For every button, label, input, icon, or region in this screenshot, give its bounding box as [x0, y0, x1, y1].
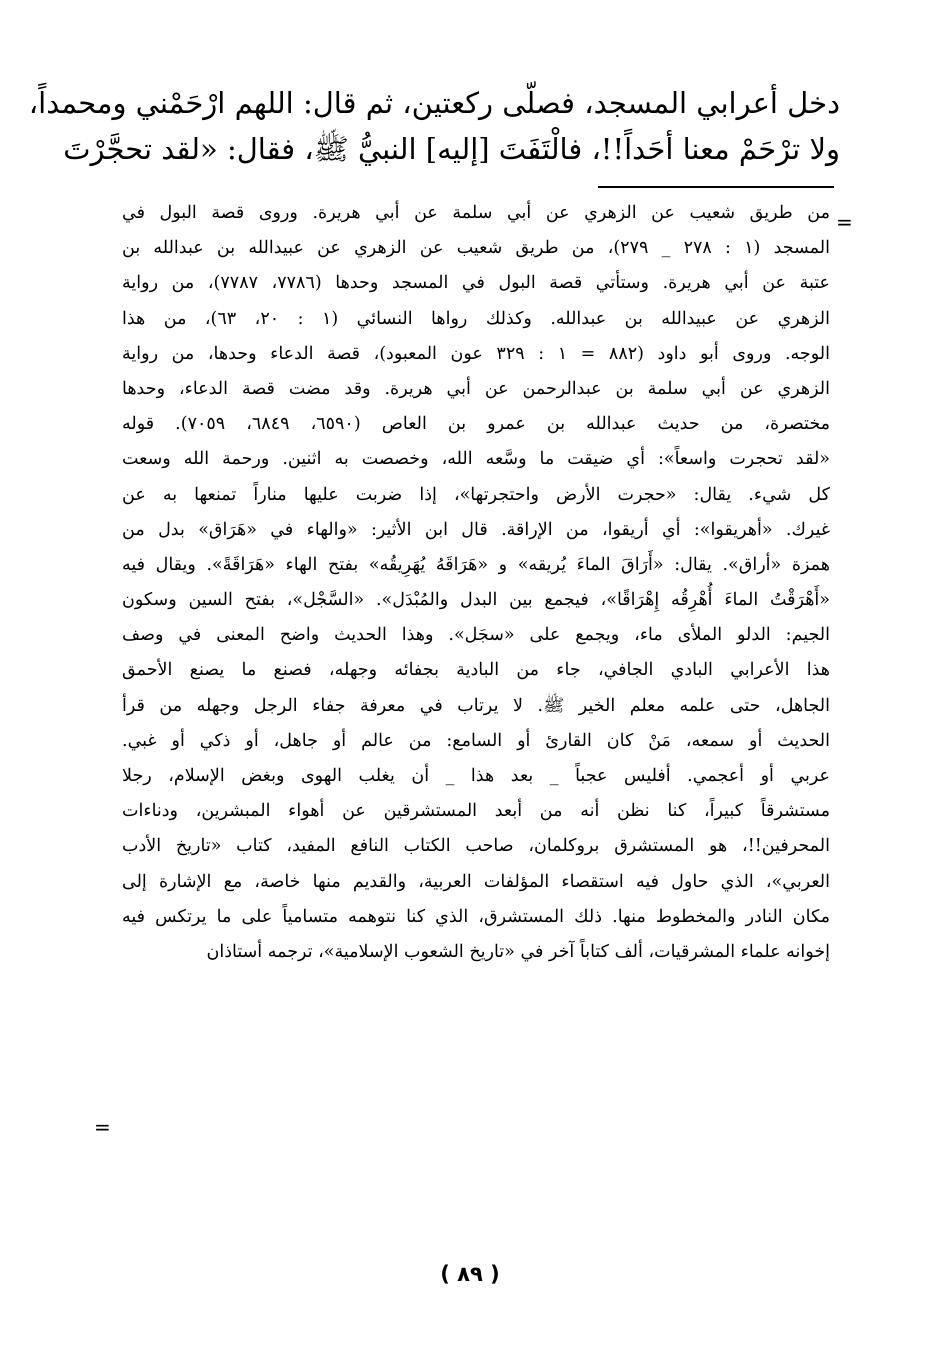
footnote-line: مستشرقاً كبيراً، كنا نظن أنه من أبعد المستشرقين عن أهواء المبشرين، ودناءات [122, 801, 830, 822]
footnote-line: مكان النادر والمخطوط منها. ذلك المستشرق، الذي كنا نتوهمه متسامياً على ما يرتكس فيه [122, 906, 830, 927]
footnote-divider [598, 186, 834, 188]
footnote-line: الزهري عن عبيدالله بن عبدالله. وكذلك رواها النسائي (١ : ٢٠، ٦٣)، من هذا [122, 308, 830, 329]
footnote-line: «أَهْرَقْتُ الماءَ أُهْرِقُه إِهْرَاقًا»، فيجمع بين البدل والمُبْدَل». «السَّجْل»، بفتح السين وسكون [122, 590, 830, 611]
footnote-line: الحديث أو سمعه، مَنْ كان القارئ أو السامع: من عالم أو جاهل، أو ذكي أو غبي. [122, 730, 830, 751]
footnote-line: هذا الأعرابي البادي الجافي، جاء من البادية بجفائه وجهله، فصنع ما يصنع الأحمق [122, 660, 830, 681]
footnote-line: الزهري عن أبي سلمة بن عبدالرحمن عن أبي هريرة. وقد مضت قصة الدعاء، وحدها [122, 378, 830, 399]
footnote-line: الجاهل، حتى علمه معلم الخير ﷺ. لا يرتاب في معرفة جفاء الرجل وجهله من قرأ [122, 695, 830, 716]
footnote-line: العربي»، الذي حاول فيه استقصاء المؤلفات العربية، والقديم منها خاصة، مع الإشارة إلى [122, 871, 830, 892]
continuation-mark-bottom: = [94, 1115, 111, 1139]
main-text [28, 80, 840, 172]
footnote-line: مختصرة، من حديث عبدالله بن عمرو بن العاص (٦٥٩٠، ٦٨٤٩، ٧٠٥٩). قوله [122, 414, 830, 435]
footnote-line: كل شيء. يقال: «حجرت الأرض واحتجرتها»، إذا ضربت عليها مناراً تمنعها به عن [122, 484, 830, 505]
footnote-line: عربي أو أعجمي. أفليس عجباً _ بعد هذا _ أن يغلب الهوى وبغض الإسلام، رجلا [122, 766, 830, 786]
footnote-line: من طريق شعيب عن الزهري عن أبي سلمة عن أبي هريرة. وروى قصة البول في [122, 203, 830, 223]
continuation-mark-top: = [836, 210, 853, 234]
footnote-line: المسجد (١ : ٢٧٨ _ ٢٧٩)، من طريق شعيب عن الزهري عن عبيدالله بن عبدالله بن [122, 238, 830, 259]
footnote-line: «لقد تحجرت واسعاً»: أي ضيقت ما وسَّعه الله، وخصصت به اثنين. ورحمة الله وسعت [122, 449, 830, 470]
footnote-line: عتبة عن أبي هريرة. وستأتي قصة البول في المسجد وحدها (٧٧٨٦، ٧٧٨٧)، من رواية [122, 273, 830, 294]
page-number: ( ٨٩ ) [440, 1262, 500, 1286]
footnote-line: الجيم: الدلو الملأى ماء، ويجمع على «سجَل». وهذا الحديث واضح المعنى في وصف [122, 625, 830, 646]
footnote-line: غيرك. «أهريقوا»: أي أريقوا، من الإراقة. قال ابن الأثير: «والهاء في «هَرَاق» بدل من [122, 519, 830, 540]
footnote-line: المحرفين!!، هو المستشرق بروكلمان، صاحب الكتاب النافع المفيد، كتاب «تاريخ الأدب [122, 836, 830, 857]
main-text-line: دخل أعرابي المسجد، فصلّى ركعتين، ثم قال: اللهم ارْحَمْني ومحمداً، [28, 86, 840, 120]
footnote-text [122, 196, 830, 970]
main-text-line: ولا ترْحَمْ معنا أحَداً!!، فالْتَفَتَ [إليه] النبيُّ ﷺ، فقال: «لقد تحجَّرْتَ [63, 132, 840, 166]
footnote-line: همزة «أراق». يقال: «أَرَاقَ الماءَ يُريقه» و «هَرَاقَهُ يُهَرِيقُه» بفتح الهاء «هَرَاقَةً». ويقال فيه [122, 554, 830, 575]
footnote-line: الوجه. وروى أبو داود (٨٨٢ = ١ : ٣٢٩ عون المعبود)، قصة الدعاء وحدها، من رواية [122, 343, 830, 364]
footnote-line: إخوانه علماء المشرقيات، ألف كتاباً آخر في «تاريخ الشعوب الإسلامية»، ترجمه أستاذان [206, 941, 830, 962]
